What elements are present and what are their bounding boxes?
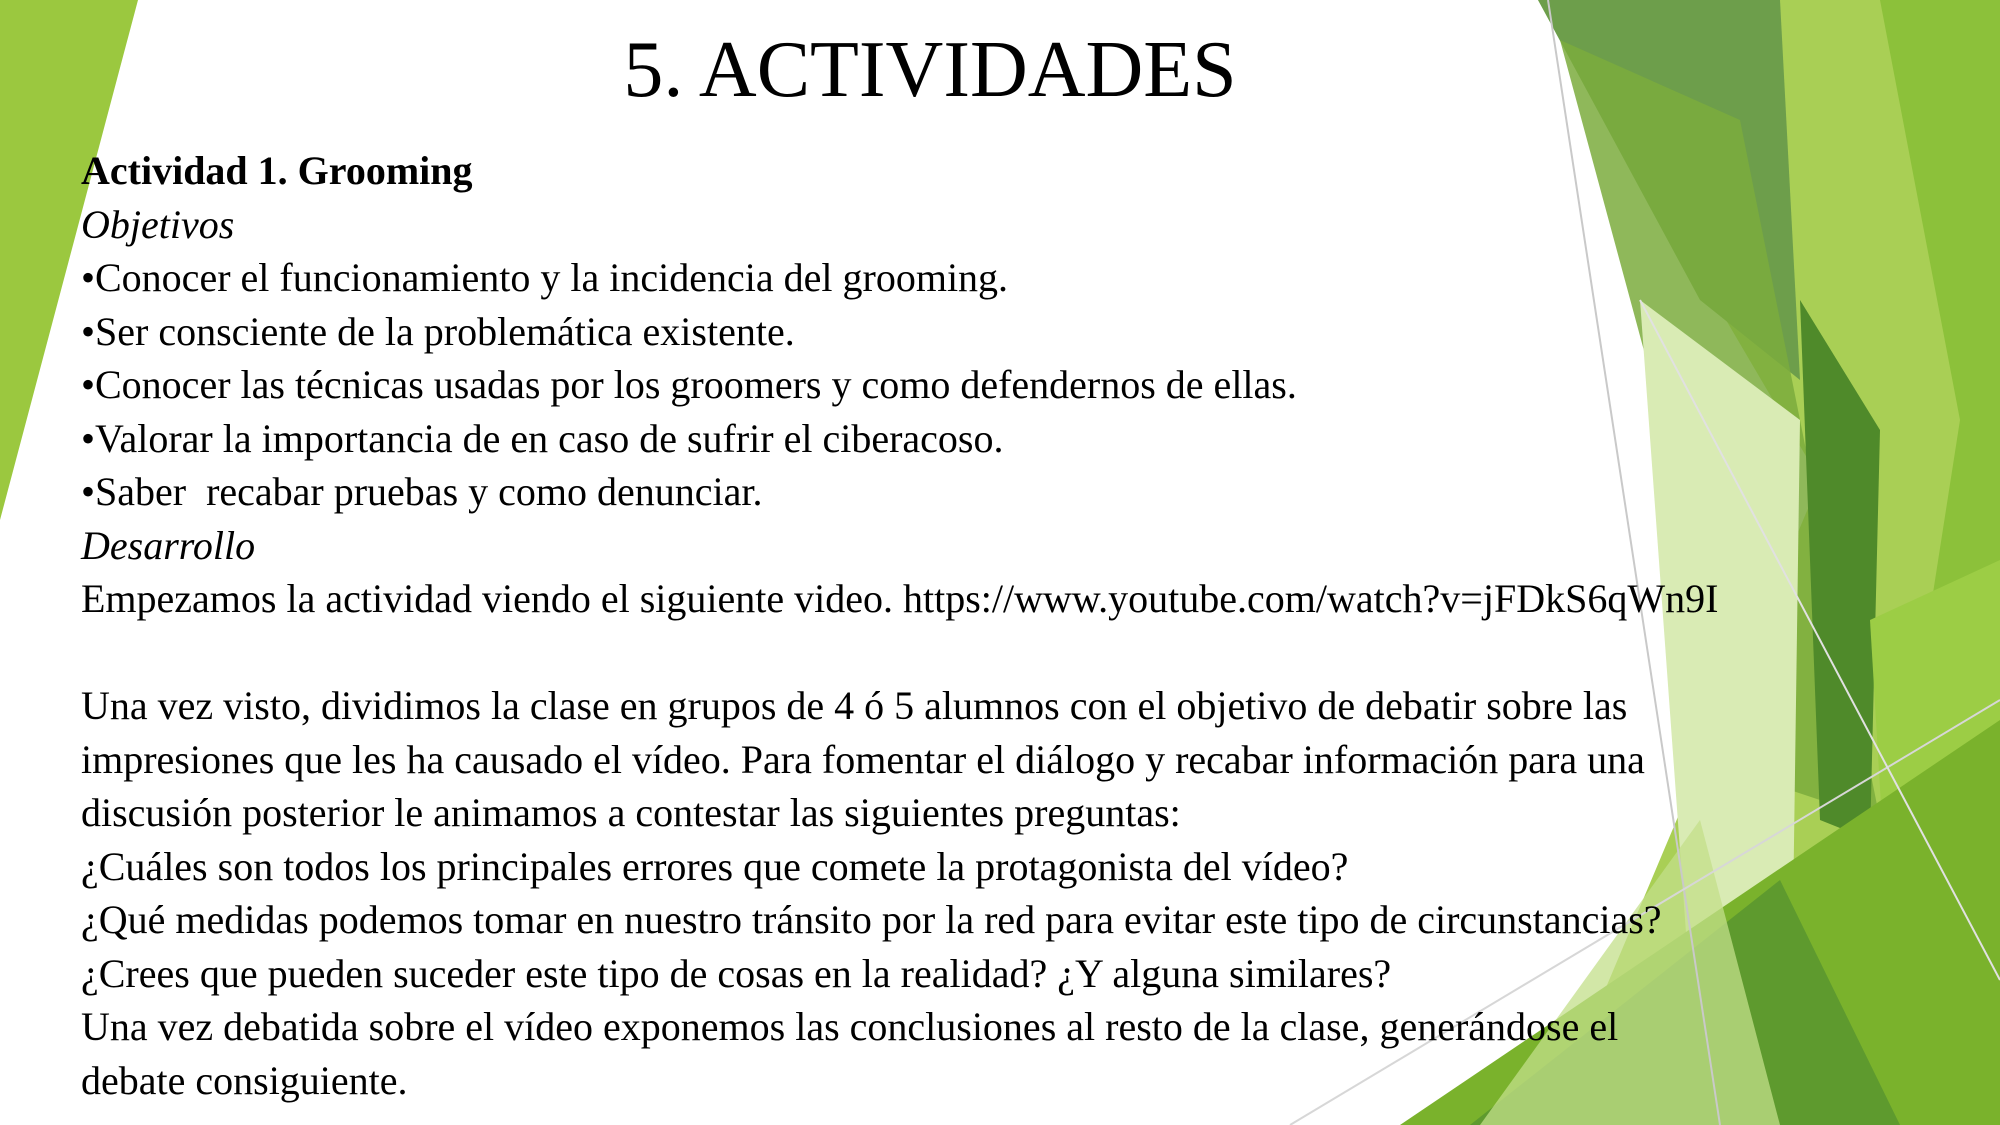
objective-item: •Ser consciente de la problemática existente. (81, 308, 795, 354)
paragraph-line: discusión posterior le animamos a contestar las siguientes preguntas: (81, 790, 1181, 835)
objective-item: •Conocer las técnicas usadas por los groomers y como defendernos de ellas. (81, 362, 1297, 407)
paragraph-line: impresiones que les ha causado el vídeo. Para fomentar el diálogo y recabar información para una (81, 736, 1645, 782)
objective-item: •Saber recabar pruebas y como denunciar. (81, 469, 763, 514)
conclusion-line: Una vez debatida sobre el vídeo exponemos las conclusiones al resto de la clase, generándose el (81, 1004, 1619, 1049)
paragraph-line: Una vez visto, dividimos la clase en grupos de 4 ó 5 alumnos con el objetivo de debatir sobre las (81, 683, 1628, 728)
question-item: ¿Cuáles son todos los principales errores que comete la protagonista del vídeo? (81, 843, 1349, 889)
objective-item: •Valorar la importancia de en caso de sufrir el ciberacoso. (81, 415, 1004, 461)
development-label: Desarrollo (81, 522, 256, 568)
question-item: ¿Crees que pueden suceder este tipo de cosas en la realidad? ¿Y alguna similares? (81, 950, 1392, 996)
objective-item: •Conocer el funcionamiento y la incidencia del grooming. (81, 255, 1009, 300)
blank-spacer (81, 626, 1981, 680)
conclusion-line: debate consiguiente. (81, 1057, 408, 1103)
question-item: ¿Qué medidas podemos tomar en nuestro tránsito por la red para evitar este tipo de circunstancias? (81, 897, 1662, 942)
activity-heading: Actividad 1. Grooming (81, 148, 473, 193)
slide-body (81, 144, 1981, 1107)
objectives-label: Objetivos (81, 201, 235, 247)
slide-title: 5. ACTIVIDADES (623, 26, 1237, 114)
intro-line: Empezamos la actividad viendo el siguiente video. https://www.youtube.com/watch?v=jFDkS6qWn9I (81, 576, 1719, 621)
